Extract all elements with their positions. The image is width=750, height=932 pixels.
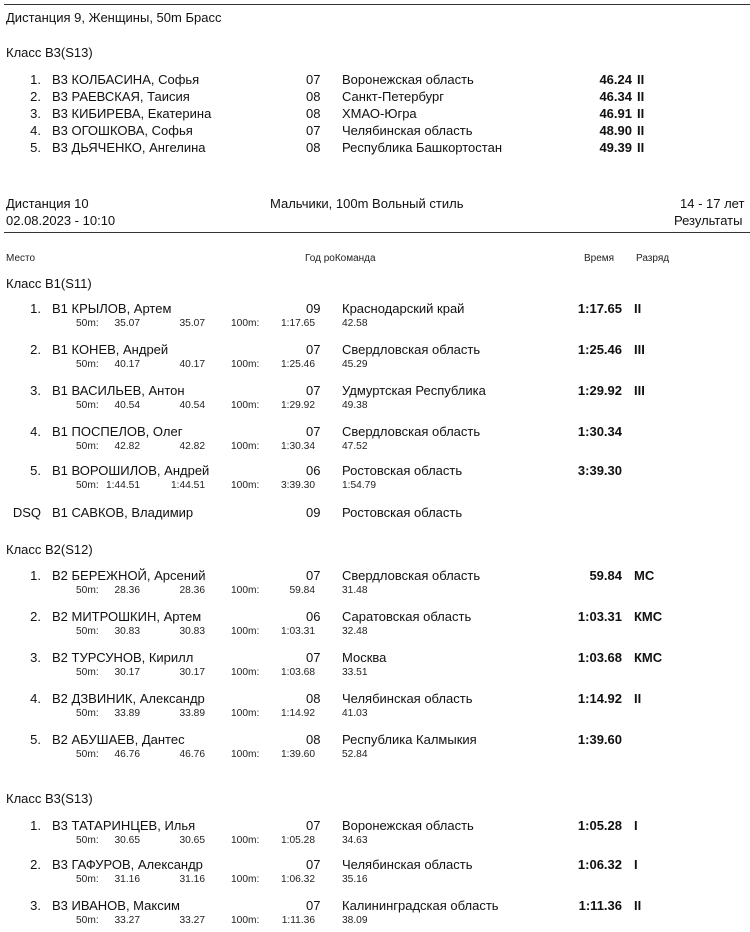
athlete-name: B3 КОЛБАСИНА, Софья	[52, 72, 200, 87]
team: Воронежская область	[342, 818, 474, 833]
split-100-time: 1:06.32	[281, 874, 315, 885]
place: 3.	[30, 383, 41, 398]
header-rule	[4, 232, 750, 233]
place: 2.	[30, 609, 41, 624]
time: 1:30.34	[577, 424, 622, 439]
col-rank-header: Разряд	[636, 253, 670, 264]
team: Республика Башкортостан	[342, 140, 502, 155]
prev-event-title: Дистанция 9, Женщины, 50m Брасс	[6, 10, 222, 25]
rank: II	[637, 123, 645, 138]
prev-class-label: Класс B3(S13)	[6, 45, 93, 60]
time: 1:06.32	[577, 857, 622, 872]
split-100-label: 100m:	[231, 835, 260, 846]
split-50-label: 50m:	[76, 400, 99, 411]
team: Удмуртская Республика	[342, 383, 486, 398]
athlete-name: B2 АБУШАЕВ, Дантес	[52, 732, 185, 747]
split-100-time: 1:30.34	[281, 441, 315, 452]
col-yob-team-header: Год роКоманда	[305, 253, 376, 264]
time: 1:25.46	[577, 342, 622, 357]
team: Республика Калмыкия	[342, 732, 477, 747]
split-50-time: 28.36	[114, 585, 140, 596]
event-results-label: Результаты	[674, 213, 743, 228]
split-100-lap: 34.63	[342, 835, 368, 846]
team: Свердловская область	[342, 424, 481, 439]
split-100-lap: 42.58	[342, 318, 368, 329]
split-100-time: 1:29.92	[281, 400, 315, 411]
rank: II	[634, 898, 642, 913]
place: 4.	[30, 691, 41, 706]
birth-year: 08	[306, 691, 321, 706]
col-time-header: Время	[584, 253, 615, 264]
split-100-time: 1:05.28	[281, 835, 315, 846]
split-50-cumulative: 33.27	[179, 915, 205, 926]
split-100-label: 100m:	[231, 359, 260, 370]
event-datetime: 02.08.2023 - 10:10	[6, 213, 116, 228]
time: 1:11.36	[578, 898, 622, 913]
place: 1.	[30, 301, 41, 316]
athlete-name: B1 ПОСПЕЛОВ, Олег	[52, 424, 183, 439]
time: 46.24	[599, 72, 632, 87]
birth-year: 08	[306, 89, 321, 104]
rank: КМС	[634, 650, 663, 665]
rank: КМС	[634, 609, 663, 624]
split-50-time: 1:44.51	[106, 480, 140, 491]
team: Калининградская область	[342, 898, 499, 913]
split-50-time: 30.17	[114, 667, 140, 678]
split-50-cumulative: 40.54	[179, 400, 205, 411]
athlete-name: B3 ОГОШКОВА, Софья	[52, 123, 193, 138]
birth-year: 08	[306, 140, 321, 155]
split-100-lap: 33.51	[342, 667, 368, 678]
split-100-label: 100m:	[231, 441, 260, 452]
team: Челябинская область	[342, 857, 473, 872]
athlete-name: B3 ТАТАРИНЦЕВ, Илья	[52, 818, 196, 833]
split-100-lap: 45.29	[342, 359, 368, 370]
athlete-name: B2 МИТРОШКИН, Артем	[52, 609, 202, 624]
split-50-cumulative: 1:44.51	[171, 480, 205, 491]
place: 5.	[30, 140, 41, 155]
athlete-name: B1 ВОРОШИЛОВ, Андрей	[52, 463, 210, 478]
athlete-name: B3 ИВАНОВ, Максим	[52, 898, 180, 913]
time: 3:39.30	[577, 463, 622, 478]
split-100-label: 100m:	[231, 318, 260, 329]
time: 1:03.31	[577, 609, 622, 624]
split-50-label: 50m:	[76, 480, 99, 491]
split-50-time: 33.27	[114, 915, 140, 926]
birth-year: 09	[306, 301, 321, 316]
athlete-name: B1 КРЫЛОВ, Артем	[52, 301, 172, 316]
team: Краснодарский край	[342, 301, 465, 316]
athlete-name: B1 ВАСИЛЬЕВ, Антон	[52, 383, 185, 398]
split-50-cumulative: 30.65	[179, 835, 205, 846]
split-100-lap: 35.16	[342, 874, 368, 885]
time: 1:14.92	[577, 691, 622, 706]
split-50-label: 50m:	[76, 708, 99, 719]
place: DSQ	[12, 505, 41, 520]
split-50-label: 50m:	[76, 749, 99, 760]
split-100-label: 100m:	[231, 749, 260, 760]
athlete-name: B3 КИБИРЕВА, Екатерина	[52, 106, 212, 121]
team: Свердловская область	[342, 568, 481, 583]
split-50-cumulative: 28.36	[179, 585, 205, 596]
split-100-time: 1:03.68	[281, 667, 315, 678]
birth-year: 09	[306, 505, 321, 520]
place: 1.	[30, 818, 41, 833]
birth-year: 07	[306, 650, 321, 665]
split-50-label: 50m:	[76, 835, 99, 846]
place: 1.	[30, 568, 41, 583]
time: 1:17.65	[577, 301, 622, 316]
split-100-lap: 49.38	[342, 400, 368, 411]
place: 5.	[30, 463, 41, 478]
team: Свердловская область	[342, 342, 481, 357]
birth-year: 06	[306, 463, 321, 478]
time: 48.90	[599, 123, 632, 138]
rank: МС	[634, 568, 655, 583]
time: 59.84	[589, 568, 622, 583]
birth-year: 07	[306, 424, 321, 439]
split-100-time: 1:14.92	[281, 708, 315, 719]
time: 1:29.92	[577, 383, 622, 398]
split-50-cumulative: 42.82	[179, 441, 205, 452]
place: 3.	[30, 106, 41, 121]
split-100-lap: 41.03	[342, 708, 368, 719]
split-50-label: 50m:	[76, 585, 99, 596]
birth-year: 07	[306, 898, 321, 913]
split-100-label: 100m:	[231, 667, 260, 678]
birth-year: 07	[306, 857, 321, 872]
athlete-name: B3 ДЬЯЧЕНКО, Ангелина	[52, 140, 206, 155]
split-100-time: 59.84	[289, 585, 315, 596]
rank: II	[637, 140, 645, 155]
split-50-cumulative: 30.83	[179, 626, 205, 637]
class-label: Класс B1(S11)	[6, 276, 92, 291]
athlete-name: B2 БЕРЕЖНОЙ, Арсений	[52, 568, 206, 583]
rank: II	[634, 691, 642, 706]
team: Ростовская область	[342, 463, 463, 478]
rank: II	[637, 72, 645, 87]
split-50-time: 40.17	[114, 359, 140, 370]
time: 1:05.28	[577, 818, 622, 833]
split-100-label: 100m:	[231, 480, 260, 491]
team: Челябинская область	[342, 123, 473, 138]
split-50-time: 30.65	[114, 835, 140, 846]
split-50-cumulative: 30.17	[179, 667, 205, 678]
split-50-time: 35.07	[114, 318, 140, 329]
time: 1:03.68	[577, 650, 622, 665]
team: Саратовская область	[342, 609, 472, 624]
rank: II	[637, 106, 645, 121]
time: 49.39	[599, 140, 632, 155]
split-50-label: 50m:	[76, 915, 99, 926]
split-50-label: 50m:	[76, 318, 99, 329]
split-50-label: 50m:	[76, 626, 99, 637]
athlete-name: B1 КОНЕВ, Андрей	[52, 342, 169, 357]
team: Москва	[342, 650, 387, 665]
rank: III	[634, 383, 645, 398]
split-50-label: 50m:	[76, 667, 99, 678]
time: 46.34	[599, 89, 632, 104]
split-100-time: 1:25.46	[281, 359, 315, 370]
team: Воронежская область	[342, 72, 474, 87]
split-50-cumulative: 46.76	[179, 749, 205, 760]
birth-year: 07	[306, 568, 321, 583]
birth-year: 07	[306, 342, 321, 357]
birth-year: 07	[306, 123, 321, 138]
team: Челябинская область	[342, 691, 473, 706]
athlete-name: B3 РАЕВСКАЯ, Таисия	[52, 89, 190, 104]
split-100-label: 100m:	[231, 915, 260, 926]
birth-year: 06	[306, 609, 321, 624]
split-100-time: 1:03.31	[281, 626, 315, 637]
split-50-label: 50m:	[76, 441, 99, 452]
class-label: Класс B2(S12)	[6, 542, 93, 557]
split-100-lap: 47.52	[342, 441, 368, 452]
birth-year: 07	[306, 818, 321, 833]
split-50-cumulative: 31.16	[179, 874, 205, 885]
split-100-label: 100m:	[231, 585, 260, 596]
event-age-group: 14 - 17 лет	[680, 196, 745, 211]
place: 2.	[30, 89, 41, 104]
split-100-time: 3:39.30	[281, 480, 315, 491]
birth-year: 07	[306, 72, 321, 87]
split-100-time: 1:17.65	[281, 318, 315, 329]
place: 4.	[30, 123, 41, 138]
split-50-time: 33.89	[114, 708, 140, 719]
team: Ростовская область	[342, 505, 463, 520]
split-100-label: 100m:	[231, 400, 260, 411]
event-title: Мальчики, 100m Вольный стиль	[270, 196, 464, 211]
place: 4.	[30, 424, 41, 439]
class-label: Класс B3(S13)	[6, 791, 93, 806]
split-50-time: 42.82	[114, 441, 140, 452]
event-distance: Дистанция 10	[6, 196, 89, 211]
place: 5.	[30, 732, 41, 747]
split-100-label: 100m:	[231, 708, 260, 719]
birth-year: 08	[306, 106, 321, 121]
place: 1.	[30, 72, 41, 87]
split-100-lap: 1:54.79	[342, 480, 376, 491]
split-50-time: 40.54	[114, 400, 140, 411]
top-rule	[4, 4, 750, 5]
split-100-lap: 52.84	[342, 749, 368, 760]
time: 46.91	[599, 106, 632, 121]
place: 2.	[30, 857, 41, 872]
split-100-label: 100m:	[231, 626, 260, 637]
split-50-label: 50m:	[76, 874, 99, 885]
place: 3.	[30, 898, 41, 913]
rank: II	[637, 89, 645, 104]
split-50-time: 46.76	[114, 749, 140, 760]
split-100-lap: 31.48	[342, 585, 368, 596]
split-100-lap: 38.09	[342, 915, 368, 926]
split-100-time: 1:11.36	[281, 915, 315, 926]
team: ХМАО-Югра	[342, 106, 417, 121]
team: Санкт-Петербург	[342, 89, 444, 104]
split-100-time: 1:39.60	[281, 749, 315, 760]
rank: I	[634, 857, 638, 872]
athlete-name: B2 ТУРСУНОВ, Кирилл	[52, 650, 194, 665]
split-50-cumulative: 35.07	[179, 318, 205, 329]
birth-year: 08	[306, 732, 321, 747]
rank: II	[634, 301, 642, 316]
split-50-cumulative: 40.17	[179, 359, 205, 370]
rank: I	[634, 818, 638, 833]
rank: III	[634, 342, 645, 357]
athlete-name: B2 ДЗВИНИК, Александр	[52, 691, 205, 706]
split-50-cumulative: 33.89	[179, 708, 205, 719]
col-place-header: Место	[6, 253, 36, 264]
split-50-label: 50m:	[76, 359, 99, 370]
birth-year: 07	[306, 383, 321, 398]
split-100-label: 100m:	[231, 874, 260, 885]
place: 3.	[30, 650, 41, 665]
time: 1:39.60	[577, 732, 622, 747]
athlete-name: B1 САВКОВ, Владимир	[52, 505, 194, 520]
split-50-time: 30.83	[114, 626, 140, 637]
split-100-lap: 32.48	[342, 626, 368, 637]
split-50-time: 31.16	[114, 874, 140, 885]
athlete-name: B3 ГАФУРОВ, Александр	[52, 857, 203, 872]
place: 2.	[30, 342, 41, 357]
